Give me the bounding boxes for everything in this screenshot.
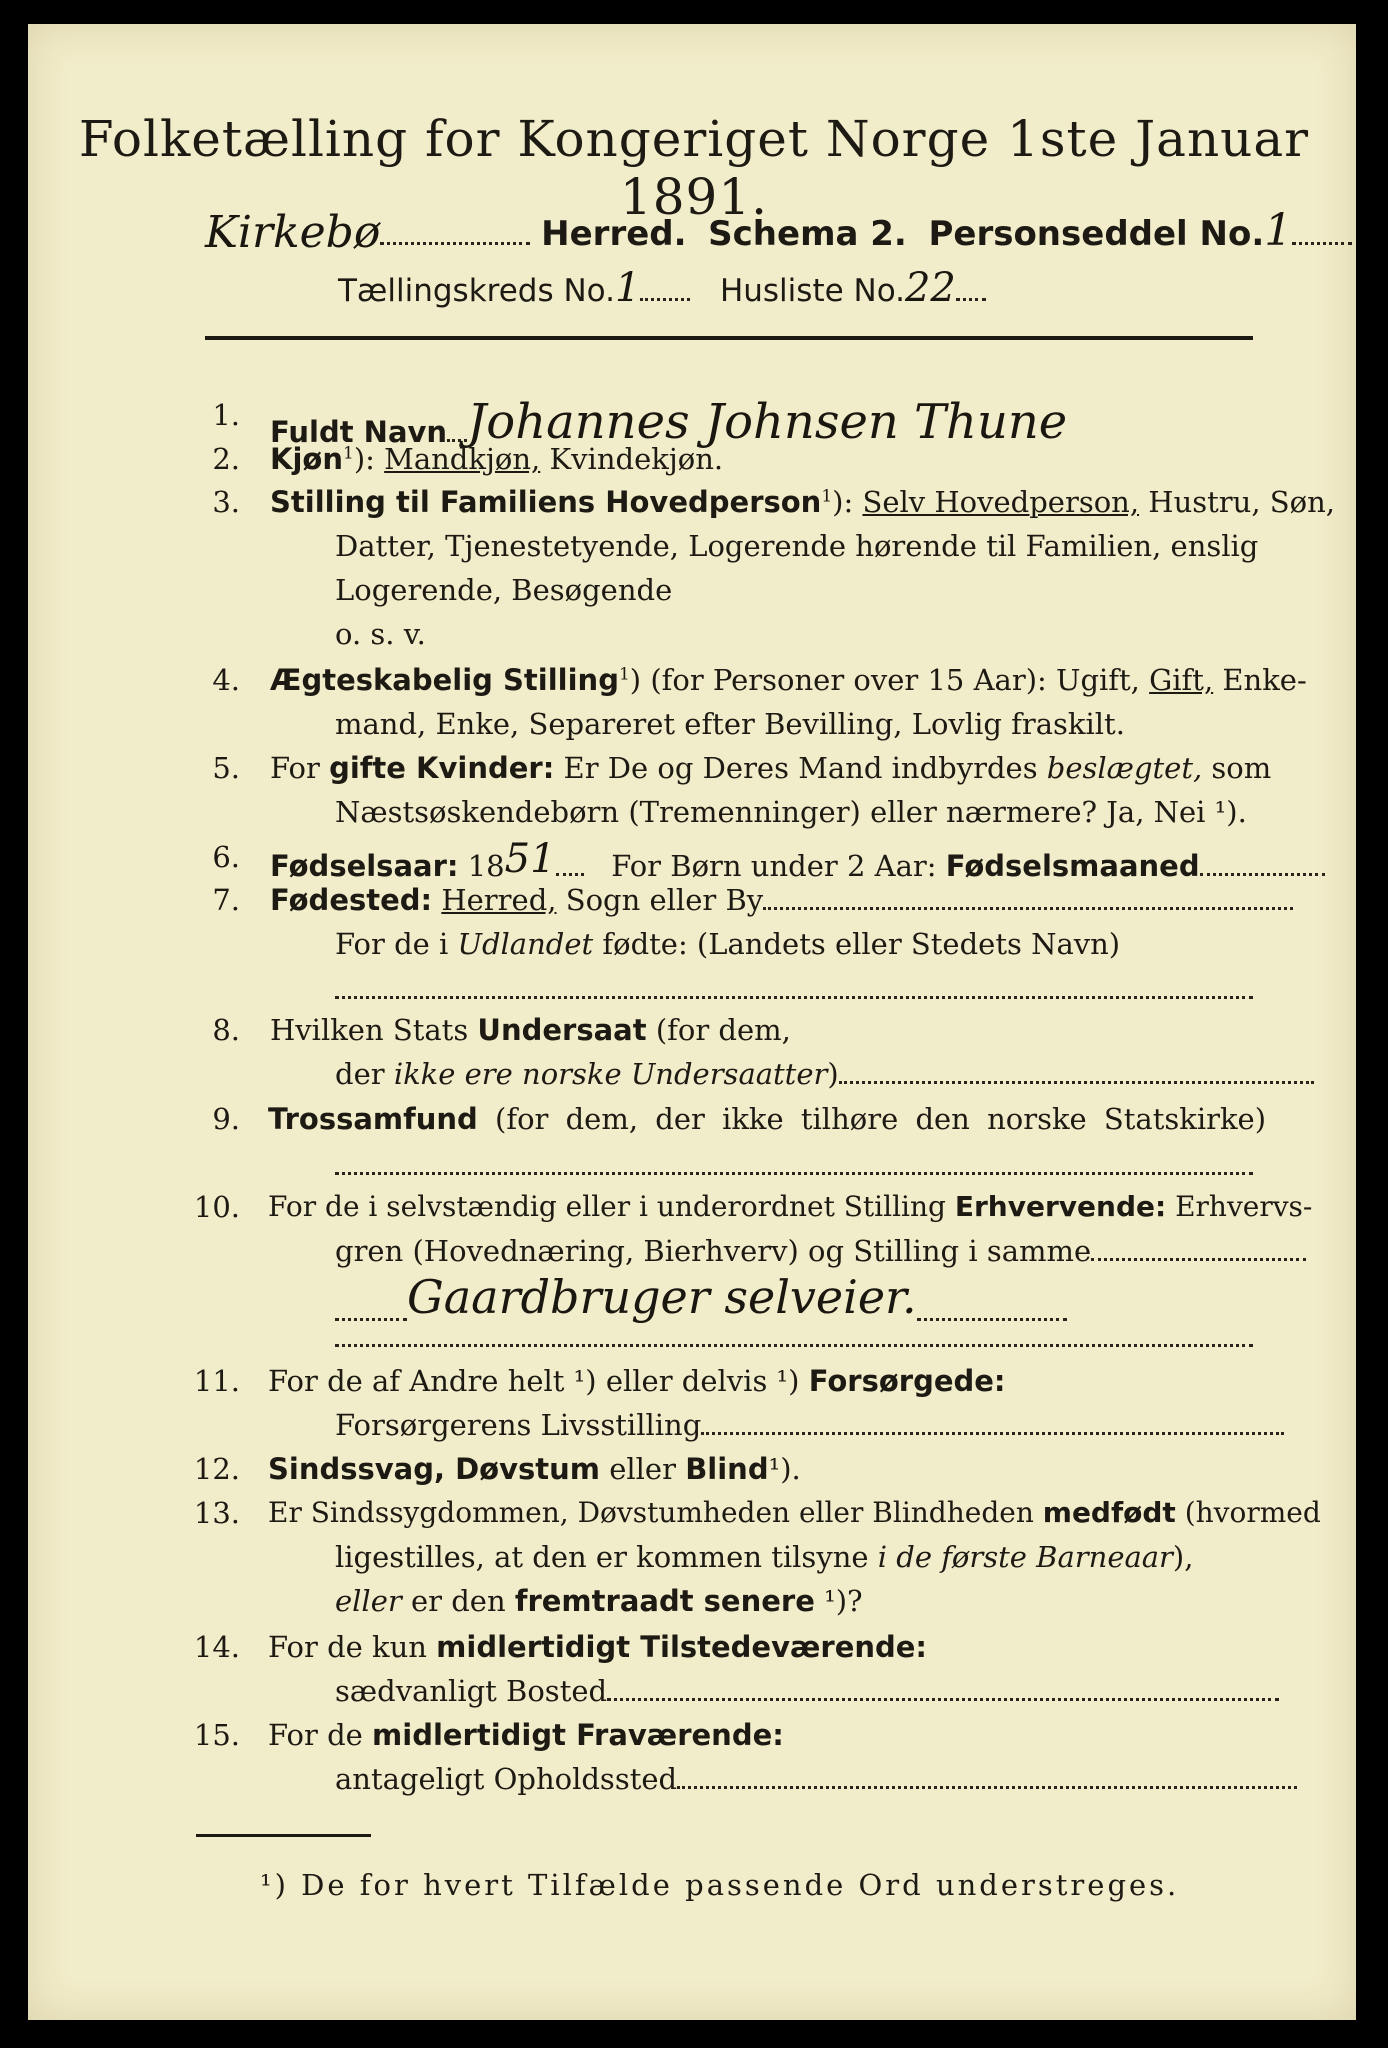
q8-text: Hvilken Stats: [270, 1013, 478, 1047]
q10-line: [268, 1190, 1312, 1223]
q1-label: Fuldt Navn: [270, 415, 448, 449]
q2-option-kvindekjon: Kvindekjøn.: [540, 442, 724, 476]
q6-prefix: 18: [458, 849, 505, 883]
q8-line2-italic: ikke ere norske Undersaatter: [393, 1057, 828, 1091]
q7-label: Fødested:: [270, 883, 433, 917]
q5-text: Er De og Deres Mand indbyrdes: [554, 751, 1047, 785]
header-kreds-line: [338, 265, 986, 311]
q7-text: Sogn eller By: [556, 883, 764, 917]
q10-label: Erhvervende:: [954, 1190, 1167, 1223]
q13-line3: [335, 1584, 863, 1618]
q3-label: Stilling til Familiens Hovedperson: [270, 485, 822, 519]
q7-line: [270, 883, 1293, 917]
q3-line4: o. s. v.: [335, 617, 426, 651]
herred-label: Herred.: [541, 214, 687, 254]
q2-line: [270, 442, 723, 476]
q14-line2: [335, 1674, 1279, 1708]
q15-text: For de: [268, 1718, 373, 1752]
q5-line2: Næstsøskendebørn (Tremenninger) eller nærmere? Ja, Nei ¹).: [335, 795, 1247, 829]
q13-line3-text: ¹)?: [814, 1584, 863, 1618]
dotted-fill: [1292, 242, 1352, 245]
q11-text: For de af Andre helt ¹) eller delvis ¹): [268, 1364, 809, 1398]
dotted-fill: [380, 242, 530, 245]
footnote-text: ¹) De for hvert Tilfælde passende Ord understreges.: [260, 1868, 1180, 1902]
q6-text: For Børn under 2 Aar:: [611, 849, 946, 883]
kreds-label: Tællingskreds No.: [338, 273, 615, 309]
q3-line3: Logerende, Besøgende: [335, 573, 673, 607]
dotted-fill: [677, 1786, 1297, 1789]
q9-label: Trossamfund: [268, 1102, 478, 1136]
q4-text: ) (for Personer over 15 Aar): Ugift,: [629, 663, 1150, 697]
q9-number: 9.: [212, 1102, 240, 1136]
q8-number: 8.: [212, 1013, 240, 1047]
q3-text: ):: [832, 485, 863, 519]
footnote-rule: [196, 1834, 371, 1837]
q3-number: 3.: [212, 485, 240, 519]
q2-option-mandkjon: Mandkjøn,: [384, 442, 541, 476]
q15-label: midlertidigt Fraværende:: [372, 1718, 784, 1752]
q11-line2-text: Forsørgerens Livsstilling: [335, 1408, 702, 1442]
dotted-fill: [335, 1344, 1253, 1347]
q5-line: [270, 751, 1271, 785]
dotted-fill: [607, 1698, 1279, 1701]
q8-line2-text: der: [335, 1057, 394, 1091]
dotted-fill: [1200, 873, 1325, 876]
q13-label: medfødt: [1042, 1496, 1176, 1529]
q1-number: 1.: [212, 398, 240, 432]
dotted-fill: [839, 1081, 1314, 1084]
q7-line2-text: For de i: [335, 927, 458, 961]
husliste-label: Husliste No.: [719, 273, 905, 309]
husliste-handwritten: 22: [904, 265, 956, 311]
dotted-fill: [956, 298, 986, 301]
q12-label2: Blind: [685, 1452, 769, 1486]
q7-option-herred: Herred,: [441, 883, 557, 917]
q5-text: For: [270, 751, 330, 785]
q8-line: [270, 1013, 791, 1047]
q13-line2: [335, 1540, 1193, 1574]
q3-option-selv: Selv Hovedperson,: [862, 485, 1140, 519]
q13-line: [268, 1496, 1321, 1529]
q9-text: (for dem, der ikke tilhøre den norske Statskirke): [477, 1102, 1267, 1136]
q14-label: midlertidigt Tilstedeværende:: [436, 1630, 928, 1664]
q12-label: Sindssvag, Døvstum: [268, 1452, 600, 1486]
q5-italic: beslægtet,: [1046, 751, 1203, 785]
q12-number: 12.: [193, 1452, 240, 1486]
q10-line2: [335, 1234, 1306, 1268]
header-divider: [205, 336, 1253, 340]
q4-line2: mand, Enke, Separeret efter Bevilling, Lovlig fraskilt.: [335, 707, 1125, 741]
q2-text: ):: [353, 442, 385, 476]
q8-text: (for dem,: [646, 1013, 791, 1047]
q10-handwritten-occupation: Gaardbruger selveier.: [407, 1270, 917, 1324]
q11-line: [268, 1364, 1006, 1398]
q14-text: For de kun: [268, 1630, 437, 1664]
q3-line2: Datter, Tjenestetyende, Logerende hørende til Familien, enslig: [335, 529, 1259, 563]
dotted-fill: [701, 1432, 1284, 1435]
q15-line: [268, 1718, 784, 1752]
dotted-fill: [335, 996, 1253, 999]
q4-option-gift: Gift,: [1149, 663, 1214, 697]
herred-handwritten: Kirkebø: [205, 207, 381, 258]
q14-number: 14.: [193, 1630, 240, 1664]
form-title: Folketælling for Kongeriget Norge 1ste Januar 1891.: [78, 110, 1310, 226]
dotted-fill: [335, 1172, 1253, 1175]
schema-label: Schema 2.: [708, 214, 907, 254]
q5-number: 5.: [212, 751, 240, 785]
q6-number: 6.: [212, 840, 240, 874]
footnote-mark: 1: [821, 486, 833, 507]
kreds-handwritten: 1: [614, 265, 641, 311]
q7-line2: [335, 927, 1120, 961]
q4-label: Ægteskabelig Stilling: [270, 663, 619, 697]
q13-line3-italic: eller: [335, 1584, 402, 1618]
q4-number: 4.: [212, 663, 240, 697]
personseddel-label: Personseddel No.: [928, 214, 1265, 254]
q10-text: Erhvervs-: [1166, 1190, 1313, 1223]
q2-number: 2.: [212, 442, 240, 476]
q6-handwritten-year: 51: [504, 836, 556, 882]
q15-number: 15.: [193, 1718, 240, 1752]
q7-number: 7.: [212, 883, 240, 917]
q10-number: 10.: [193, 1190, 240, 1224]
q6-line: [270, 836, 1325, 886]
header-herred-line: [205, 205, 1352, 256]
q12-text: eller: [600, 1452, 686, 1486]
q13-line2-text: ),: [1172, 1540, 1194, 1574]
q6-label: Fødselsaar:: [270, 849, 459, 883]
q9-line: [268, 1102, 1266, 1136]
q5-text: som: [1202, 751, 1272, 785]
q14-line2-text: sædvanligt Bosted: [335, 1674, 608, 1708]
q11-line2: [335, 1408, 1284, 1442]
personseddel-handwritten: 1: [1264, 205, 1293, 256]
dotted-fill: [1091, 1258, 1306, 1261]
dotted-fill: [640, 298, 690, 301]
q13-number: 13.: [193, 1496, 240, 1530]
footnote-mark: 1: [342, 443, 354, 464]
q13-line2-text: ligestilles, at den er kommen tilsyne: [335, 1540, 878, 1574]
q7-answer-line: [335, 972, 1253, 1006]
q8-line2: [335, 1057, 1314, 1091]
q3-line: [270, 485, 1335, 519]
q10-text: For de i selvstændig eller i underordnet Stilling: [268, 1190, 955, 1223]
dotted-fill: [763, 907, 1293, 910]
q4-line: [270, 663, 1307, 697]
dotted-fill: [556, 873, 584, 876]
q7-line2-italic: Udlandet: [457, 927, 594, 961]
q10-line2-text: gren (Hovednæring, Bierhverv) og Stilling i samme: [335, 1234, 1092, 1268]
q8-line2-text: ): [827, 1057, 839, 1091]
q13-line3-label: fremtraadt senere: [514, 1584, 815, 1618]
q13-text: Er Sindssygdommen, Døvstumheden eller Blindheden: [268, 1496, 1043, 1529]
q15-line2: [335, 1762, 1297, 1796]
q13-line3-text: er den: [401, 1584, 515, 1618]
q4-text: Enke-: [1213, 663, 1307, 697]
q11-label: Forsørgede:: [808, 1364, 1006, 1398]
q15-line2-text: antageligt Opholdssted: [335, 1762, 678, 1796]
q12-line: [268, 1452, 801, 1486]
q14-line: [268, 1630, 927, 1664]
q6-label2: Fødselsmaaned: [945, 849, 1200, 883]
q11-number: 11.: [193, 1364, 240, 1398]
q10-answer-line2: [335, 1320, 1253, 1354]
q3-text: Hustru, Søn,: [1139, 485, 1335, 519]
q12-text: ¹).: [768, 1452, 801, 1486]
q9-answer-line: [335, 1148, 1253, 1182]
q5-label: gifte Kvinder:: [329, 751, 555, 785]
q13-line2-italic: i de første Barneaar: [877, 1540, 1173, 1574]
q2-label: Kjøn: [270, 442, 343, 476]
footnote-mark: 1: [618, 664, 630, 685]
q13-text: (hvormed: [1175, 1496, 1321, 1529]
q8-label: Undersaat: [477, 1013, 647, 1047]
q1-handwritten-name: Johannes Johnsen Thune: [467, 394, 1068, 450]
q7-line2-text: fødte: (Landets eller Stedets Navn): [593, 927, 1121, 961]
